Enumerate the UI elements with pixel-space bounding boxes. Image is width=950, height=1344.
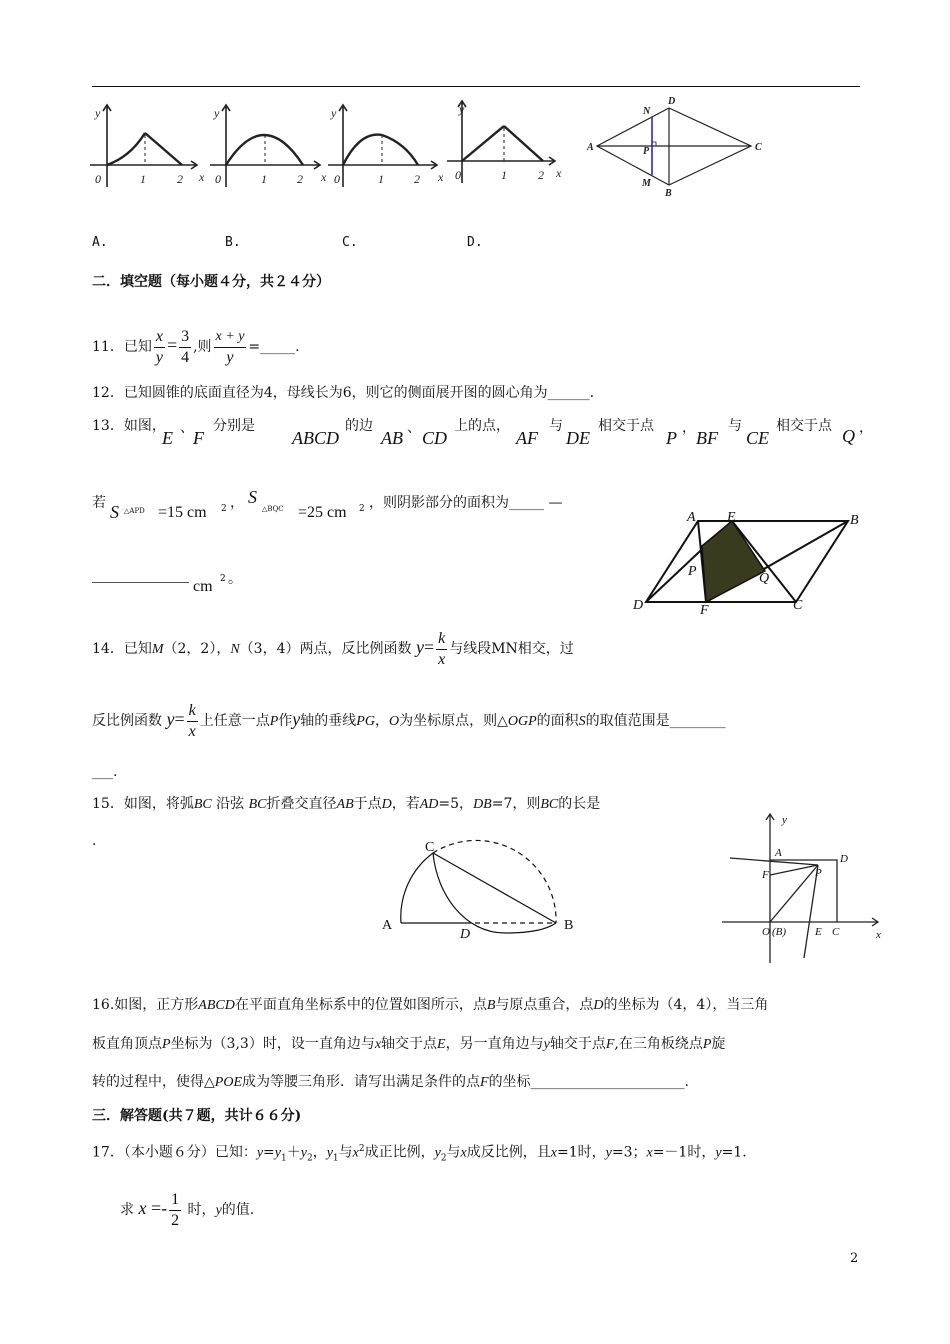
para-label-b: B — [850, 513, 859, 528]
page-number: 2 — [850, 1251, 859, 1266]
q13-comma2: ， — [230, 495, 244, 511]
q17-i: =1. — [721, 1144, 747, 1161]
q14-l2-pg: PG — [356, 714, 375, 729]
square-coordinate-figure — [720, 808, 890, 968]
q17-d: 与 — [446, 1144, 461, 1161]
q14-y: y — [415, 637, 424, 657]
q17-s1: 1 — [281, 1153, 287, 1164]
q14-l2-b: 作 — [278, 713, 293, 729]
q16-l2f: ,在三角板绕点 — [614, 1036, 703, 1052]
q16-line1 — [92, 996, 768, 1015]
q11-eq: = — [166, 335, 178, 355]
q16-l3b: 成为等腰三角形．请写出满足条件的点 — [242, 1074, 480, 1090]
arc-label-a: A — [382, 918, 393, 933]
q16-l2e: 轴交于点 — [549, 1036, 606, 1052]
q15-c: 于点 — [353, 796, 382, 812]
arc-fold-figure — [375, 835, 585, 945]
q15-a: 沿弦 — [211, 796, 249, 812]
q14-l2-ogp: OGP — [507, 714, 537, 729]
q17-e: 成反比例，且 — [466, 1144, 551, 1161]
q13-s1val: =15 cm — [158, 504, 207, 521]
q14-l2-y: y — [166, 709, 175, 729]
graph-d-origin: 0 — [455, 168, 461, 182]
q13-q: Q — [842, 426, 855, 446]
q13-s2sq: 2 — [359, 504, 365, 514]
arc-label-d: D — [460, 927, 471, 942]
q13-p7: 与 — [728, 418, 742, 434]
graph-a-origin: 0 — [95, 172, 101, 186]
q16-l1a: 16.如图，正方形 — [92, 997, 199, 1013]
q16-poe: POE — [214, 1075, 242, 1090]
para-label-q: Q — [759, 571, 770, 586]
q14-l2-eq: = — [174, 709, 185, 729]
q13-sep2: 、 — [407, 420, 421, 436]
q17-x: x — [352, 1145, 359, 1161]
para-label-d: D — [633, 598, 644, 613]
q17-plus: ＋ — [286, 1144, 301, 1161]
q15-bc3: BC — [540, 797, 559, 812]
q17-y3: y — [215, 1203, 222, 1218]
q14-l2-ya: y — [292, 709, 301, 729]
rhombus-label-m: M — [642, 178, 651, 189]
q17-eq: =- — [146, 1198, 168, 1218]
q15-g: 的长是 — [558, 796, 601, 812]
q15-db: DB — [473, 797, 492, 812]
graph-b-tick-1: 1 — [261, 172, 267, 186]
q13-end: 。 — [228, 571, 242, 587]
q17-yd: y — [715, 1145, 722, 1161]
q14-l2-c: 轴的垂线 — [300, 713, 357, 729]
para-label-e: E — [727, 510, 736, 525]
q16-l2c: 轴交于点 — [381, 1036, 438, 1052]
q16-f: F — [605, 1037, 615, 1052]
q13-af: AF — [516, 428, 538, 448]
q17-l2c: 的值. — [221, 1202, 255, 1218]
rhombus-label-a: A — [587, 142, 594, 153]
q14-l2-s: S — [578, 714, 586, 729]
q17-h: =－1时， — [652, 1144, 716, 1161]
graph-a-y-label: y — [95, 106, 101, 120]
q17-line1 — [92, 1140, 747, 1167]
section3-heading: 三．解答题(共７题，共计６６分) — [92, 1108, 302, 1124]
q13-ce: CE — [746, 428, 770, 448]
q13-ruo: 若 — [92, 495, 106, 511]
q15-f: =7，则 — [491, 796, 541, 812]
graph-b-origin: 0 — [215, 172, 221, 186]
q14-line1 — [92, 624, 574, 673]
q14-l2-e: 为坐标原点，则△ — [399, 713, 508, 729]
q16-l1d: 的坐标为（4，4），当三角 — [603, 997, 769, 1013]
q15-d2: ，若 — [391, 796, 420, 812]
q11-frac-xpy — [214, 327, 247, 368]
q13-ab: AB — [381, 428, 403, 448]
rhombus-label-n: N — [643, 106, 651, 117]
option-a: A. — [92, 235, 108, 250]
sq-label-f: F — [762, 869, 769, 881]
sq-label-c: C — [832, 926, 840, 938]
q11-fracxpy-den: y — [226, 348, 234, 366]
graph-c-origin: 0 — [334, 172, 340, 186]
q14-l2-x: x — [188, 722, 196, 740]
q13-line2 — [92, 487, 632, 526]
q17-c: 成正比例， — [364, 1144, 435, 1161]
q14-line3: ___. — [92, 764, 118, 780]
parallelogram-figure — [628, 505, 868, 620]
q17-xc: x — [550, 1145, 557, 1161]
q16-p: P — [162, 1037, 171, 1052]
q11-frac-num: x — [154, 327, 165, 348]
q11-frac-34 — [179, 327, 191, 368]
q15-bc2: BC — [248, 797, 267, 812]
q11-frac34-num: 3 — [179, 327, 191, 348]
q15-bc1: BC — [193, 797, 212, 812]
graph-d-y-label: y — [459, 102, 465, 116]
q15-e: =5， — [438, 796, 474, 812]
sq-label-e: E — [815, 926, 822, 938]
sq-label-a: A — [775, 847, 782, 859]
q14-m: M — [151, 642, 164, 657]
arc-label-b: B — [564, 918, 574, 933]
para-label-a: A — [687, 510, 696, 525]
q13-unit-sq: 2 — [220, 574, 226, 584]
q13-s2: S — [248, 487, 257, 507]
q17-y2: y — [300, 1145, 307, 1161]
q16-b: B — [486, 998, 496, 1013]
q13-answer-line — [92, 582, 189, 583]
q17-y: y — [256, 1145, 264, 1161]
q14-l2-d: ， — [374, 713, 389, 729]
q17-y1: y — [274, 1145, 281, 1161]
q14-l2-o: O — [388, 714, 400, 729]
q13-unit: cm — [193, 578, 213, 595]
q14-l2-a: 上任意一点 — [199, 713, 270, 729]
q17-line2 — [120, 1185, 254, 1234]
q13-s1: S — [110, 502, 119, 522]
para-label-c: C — [793, 598, 803, 613]
option-d: D. — [467, 235, 483, 250]
q17-s2: 2 — [306, 1153, 313, 1164]
rhombus-label-c: C — [755, 142, 762, 153]
q11-frac34-den: 4 — [181, 348, 190, 366]
q17-yc: y — [605, 1145, 612, 1161]
q13-p3: 的边 — [345, 418, 373, 434]
q15-text — [92, 795, 600, 814]
q13-p1: 13．如图， — [92, 418, 166, 434]
rhombus-label-b: B — [665, 188, 672, 199]
graph-a-tick-2: 2 — [177, 172, 183, 186]
graph-b-y-label: y — [214, 106, 220, 120]
q16-l2g: 旋 — [711, 1036, 726, 1052]
q11-frac-den: y — [155, 348, 163, 366]
q17-two: 2 — [171, 1211, 180, 1229]
q17-frac-half — [169, 1190, 181, 1231]
option-b: B. — [225, 235, 241, 250]
q17-f: =1时， — [556, 1144, 606, 1161]
q14-n: N — [230, 642, 240, 657]
graph-b-tick-2: 2 — [297, 172, 303, 186]
q14-l2-p: P — [269, 714, 279, 729]
graph-c-x-label: x — [438, 170, 444, 184]
q15-prefix: 15．如图，将弧 — [92, 796, 194, 812]
q11-tail: =_____. — [248, 339, 300, 355]
q17-l1: 17．（本小题６分）已知： — [92, 1144, 257, 1161]
graph-d-x-label: x — [556, 166, 562, 180]
q12: 12．已知圆锥的底面直径为4，母线长为6，则它的侧面展开图的圆心角为______. — [92, 385, 595, 401]
q13-p5: 与 — [549, 418, 563, 434]
q16-l2b: 坐标为（3,3）时，设一直角边与 — [170, 1036, 375, 1052]
q13-de: DE — [566, 428, 590, 448]
q13-p8: 相交于点 — [776, 418, 832, 434]
q15-ab: AB — [336, 797, 354, 812]
q17-one: 1 — [169, 1190, 181, 1211]
q13-comma: ， — [682, 420, 696, 436]
q13-e: E — [162, 428, 173, 448]
q15-ad: AD — [419, 797, 439, 812]
q14-line2 — [92, 696, 726, 745]
sq-label-x: x — [876, 929, 881, 941]
q13-line1 — [92, 417, 872, 451]
q13-line2-tail: ，则阴影部分的面积为_____ — — [369, 495, 563, 511]
q17-xd: x — [646, 1145, 653, 1161]
q15-d: D — [381, 797, 392, 812]
q14-frac-kx — [436, 629, 447, 670]
q16-l1c: 与原点重合，点 — [495, 997, 594, 1013]
q17-y1b: y — [326, 1145, 333, 1161]
graph-c-y-label: y — [331, 106, 337, 120]
q17-xb: x — [460, 1145, 467, 1161]
q16-d: D — [593, 998, 604, 1013]
q13-bf: BF — [696, 428, 718, 448]
q17-b: 与 — [338, 1144, 353, 1161]
para-label-p: P — [688, 564, 697, 579]
q16-l2a: 板直角顶点 — [92, 1036, 162, 1052]
arc-label-c: C — [425, 840, 435, 855]
q16-line2 — [92, 1035, 725, 1054]
q13-pp: P — [666, 428, 677, 448]
q13-p4: 上的点， — [454, 418, 510, 434]
q16-l1b: 在平面直角坐标系中的位置如图所示，点 — [234, 997, 487, 1013]
q14-k: k — [436, 629, 447, 650]
q16-f2: F — [480, 1075, 489, 1090]
q16-abcd: ABCD — [198, 998, 235, 1013]
q17-s1b: 1 — [332, 1153, 339, 1164]
q14-l2-prefix: 反比例函数 — [92, 713, 162, 729]
q14-prefix: 14．已知 — [92, 641, 152, 657]
q17-l2b: 时， — [183, 1202, 216, 1218]
q14-l2-f: 的面积 — [536, 713, 579, 729]
graph-a-tick-1: 1 — [140, 172, 146, 186]
section2-heading: 二．填空题（每小题４分，共２４分） — [92, 274, 330, 290]
q11-prefix: 11．已知 — [92, 339, 152, 355]
q13-cd: CD — [422, 428, 448, 448]
q13-s2val: =25 cm — [298, 504, 347, 521]
q13-f: F — [193, 428, 204, 448]
rhombus-label-p: P — [643, 146, 650, 157]
graph-b-x-label: x — [321, 170, 327, 184]
q14-mcoord: （2，2）， — [163, 641, 231, 657]
sq-label-b: (B) — [772, 926, 787, 938]
q11-then: ,则 — [193, 339, 212, 355]
q16-l2d: ，另一直角边与 — [445, 1036, 544, 1052]
q13-abcd: ABCD — [292, 428, 339, 448]
q14-l2-g: 的取值范围是________ — [585, 713, 726, 729]
q17-s2b: 2 — [440, 1153, 447, 1164]
q13-s1sub: △APD — [124, 507, 145, 515]
graph-d-tick-2: 2 — [538, 168, 544, 182]
q17-x2: x — [138, 1198, 147, 1218]
q16-e: E — [437, 1037, 446, 1052]
q15-dot: . — [92, 833, 97, 849]
q14-x: x — [438, 650, 446, 668]
q16-p2: P — [702, 1037, 712, 1052]
rhombus-label-d: D — [668, 96, 676, 107]
q13-s1sq: 2 — [221, 504, 227, 514]
q13-p6: 相交于点 — [598, 418, 654, 434]
q17-c1: ， — [312, 1144, 327, 1161]
q15-b: 折叠交直径 — [266, 796, 337, 812]
q13-p9: ， — [859, 420, 873, 436]
option-graphs — [85, 95, 785, 205]
q17-sq: 2 — [358, 1144, 365, 1154]
para-label-f: F — [700, 603, 709, 618]
q17-y2b: y — [434, 1145, 441, 1161]
q17-g: =3； — [611, 1144, 647, 1161]
q13-p2: 分别是 — [213, 418, 255, 434]
sq-label-p: P — [815, 867, 822, 879]
q11-fracxpy-num: x + y — [214, 327, 247, 348]
option-c: C. — [342, 235, 358, 250]
q13-s2sub: △BQC — [262, 505, 284, 513]
q16-l3c: 的坐标______________________. — [488, 1074, 690, 1090]
q16-line3 — [92, 1073, 689, 1092]
graph-d-tick-1: 1 — [501, 168, 507, 182]
q17-a: = — [263, 1144, 275, 1161]
sq-label-y: y — [782, 814, 787, 826]
q14-tail: 与线段MN相交，过 — [449, 641, 574, 657]
q14-eq: = — [423, 637, 435, 657]
q11-frac-xy — [154, 327, 165, 368]
graph-c-tick-1: 1 — [378, 172, 384, 186]
graph-c-tick-2: 2 — [414, 172, 420, 186]
graph-a-x-label: x — [199, 170, 205, 184]
header-rule — [92, 86, 860, 87]
q16-l3a: 转的过程中，使得△ — [92, 1074, 215, 1090]
q14-l2-k: k — [187, 701, 198, 722]
sq-label-o: O — [762, 926, 770, 938]
q11 — [92, 322, 300, 370]
q16-y: y — [543, 1037, 550, 1052]
q17-l2a: 求 — [120, 1202, 134, 1218]
q14-l2-frac — [187, 701, 198, 742]
q13-sep1: 、 — [180, 420, 194, 436]
q14-ncoord: （3，4）两点，反比例函数 — [239, 641, 412, 657]
q16-x: x — [374, 1037, 382, 1052]
sq-label-d: D — [840, 853, 848, 865]
